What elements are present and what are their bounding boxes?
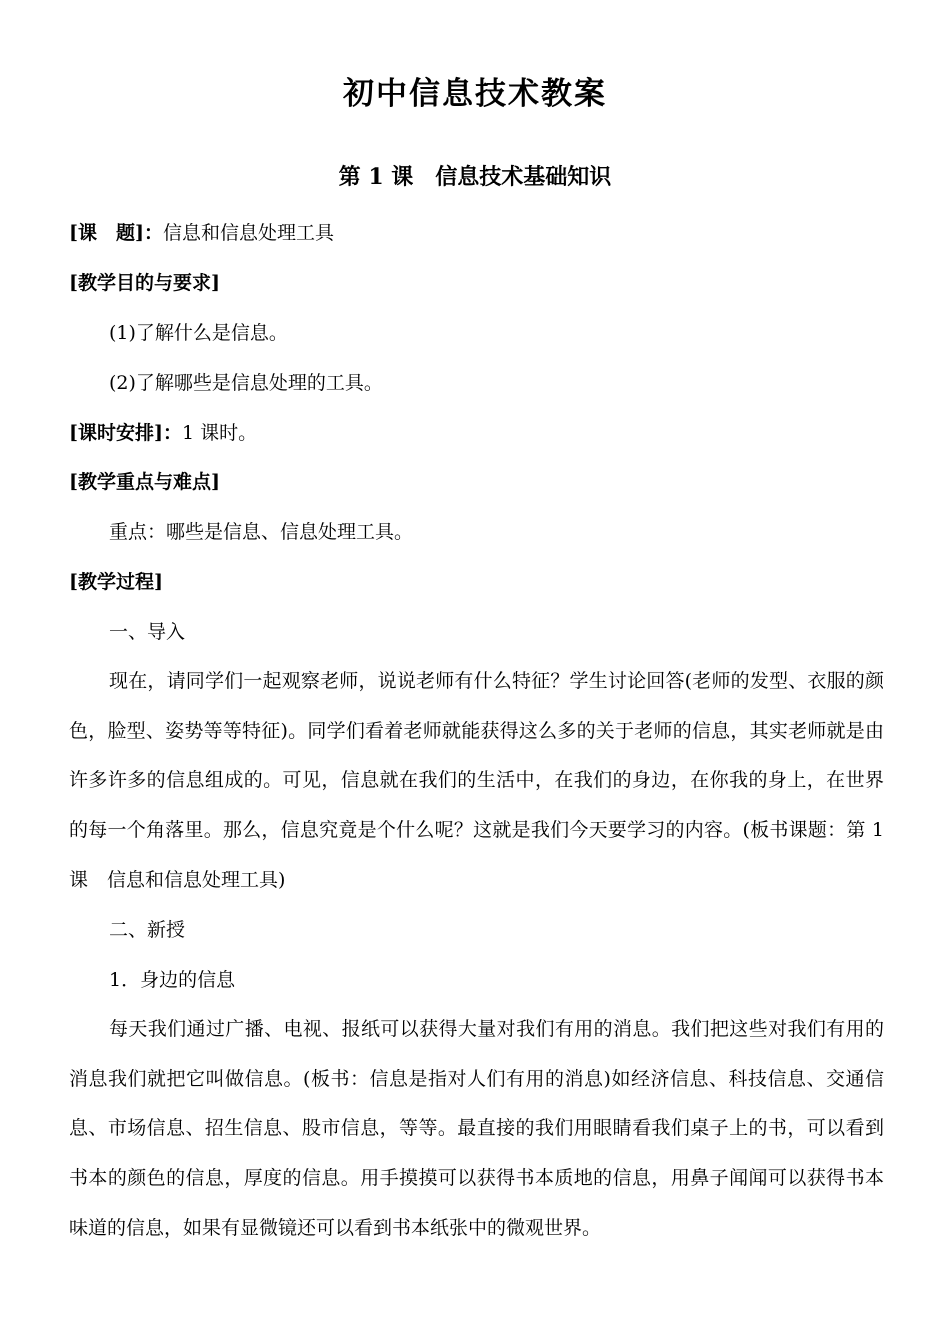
paragraph-information: 每天我们通过广播、电视、报纸可以获得大量对我们有用的消息。我们把这些对我们有用的消息我们就把它叫做信息。(板书：信息是指对人们有用的消息)如经济信息、科技信息、交通信息、市场信息、招生信息、股市信息，等等。最直接的我们用眼睛看我们桌子上的书，可以看到书本的颜色的信息，厚度的信息。用手摸摸可以获得书本质地的信息，用鼻子闻闻可以获得书本味道的信息，如果有显微镜还可以看到书本纸张中的微观世界。	[69, 1018, 884, 1239]
section-heading-new: 二、新授	[109, 919, 186, 941]
schedule-line	[69, 420, 257, 446]
subsection-heading: 1．身边的信息	[109, 969, 236, 991]
topic-value: 信息和信息处理工具	[162, 222, 334, 244]
goal-item-2: (2)了解哪些是信息处理的工具。	[109, 372, 383, 394]
schedule-label: [课时安排]：	[69, 422, 182, 444]
goals-heading: [教学目的与要求]	[69, 272, 220, 294]
topic-line	[69, 220, 334, 246]
lesson-title: 第 1 课 信息技术基础知识	[338, 164, 612, 190]
topic-label: [课 题]：	[69, 222, 163, 244]
schedule-value: 1 课时。	[181, 422, 258, 444]
keypoints-text: 重点：哪些是信息、信息处理工具。	[109, 521, 414, 543]
section-heading-intro: 一、导入	[109, 621, 186, 643]
process-heading: [教学过程]	[69, 571, 163, 593]
paragraph-intro: 现在，请同学们一起观察老师，说说老师有什么特征？学生讨论回答(老师的发型、衣服的颜色，脸型、姿势等等特征)。同学们看着老师就能获得这么多的关于老师的信息，其实老师就是由许多许多的信息组成的。可见，信息就在我们的生活中，在我们的身边，在你我的身上，在世界的每一个角落里。那么，信息究竟是个什么呢？这就是我们今天要学习的内容。(板书课题：第 1 课 信息和信息处理工具)	[69, 670, 884, 891]
document-title: 初中信息技术教案	[343, 76, 607, 112]
goal-item-1: (1)了解什么是信息。	[109, 322, 288, 344]
keypoints-heading: [教学重点与难点]	[69, 471, 220, 493]
